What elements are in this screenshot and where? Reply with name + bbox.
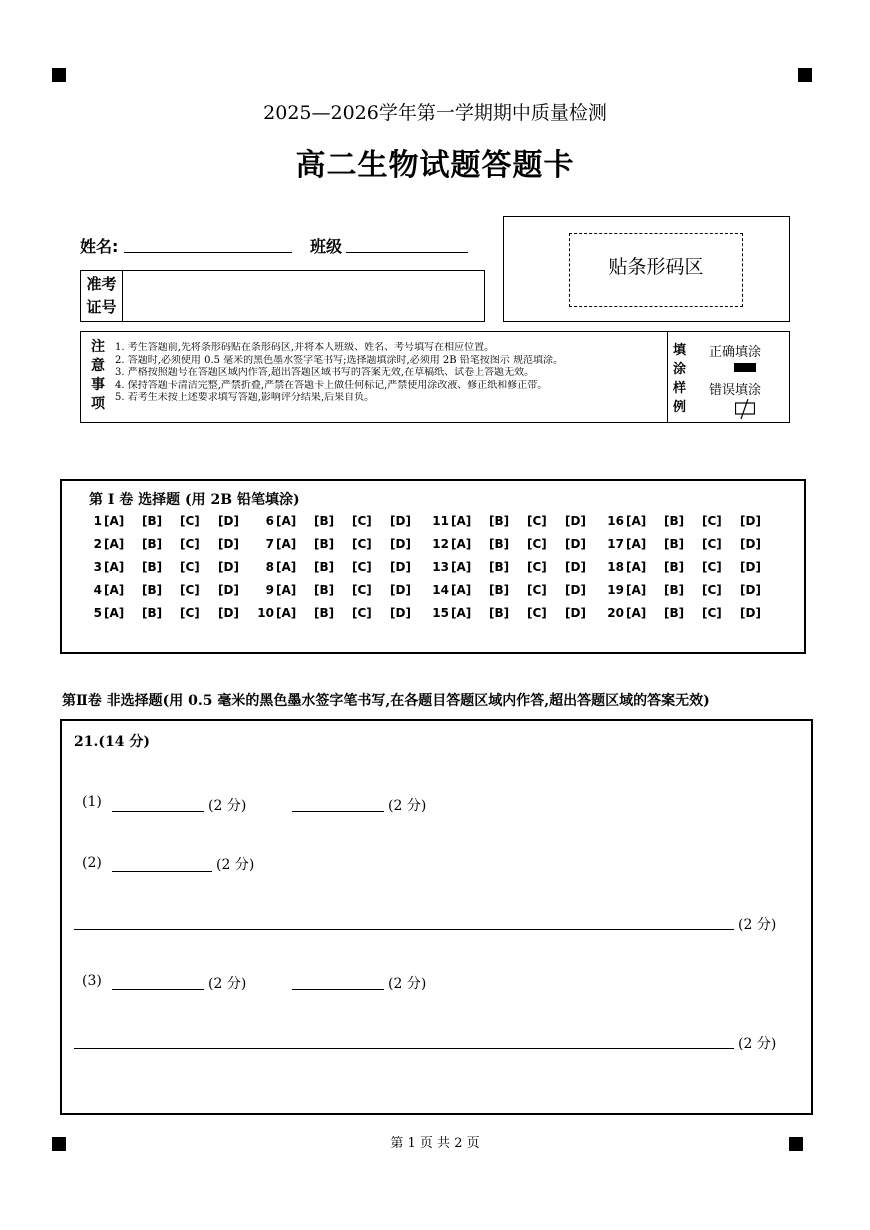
mcq-option-bubble[interactable]: [C] [702,583,722,597]
mcq-question [606,605,778,621]
mcq-option-bubble[interactable]: [C] [180,537,200,551]
mcq-option-bubble[interactable]: [D] [565,514,586,528]
mcq-question-number: 18 [607,560,624,574]
mcq-option-bubble[interactable]: [D] [740,560,761,574]
mcq-option-bubble[interactable]: [D] [565,583,586,597]
ticket-number-label: 准考 证号 [81,271,123,321]
mcq-option-bubble[interactable]: [D] [218,606,239,620]
note-item: 5. 若考生未按上述要求填写答题,影响评分结果,后果自负。 [115,392,375,404]
ticket-number-box[interactable] [80,270,485,322]
mcq-option-bubble[interactable]: [C] [180,514,200,528]
mcq-option-bubble[interactable]: [A] [276,560,297,574]
mcq-question-number: 2 [93,537,102,551]
mcq-question-number: 20 [607,606,624,620]
mcq-question [606,536,778,552]
part3-score-a: (2 分) [208,976,247,992]
part3-score-b: (2 分) [388,976,427,992]
notes-list [115,342,667,405]
mcq-option-bubble[interactable]: [A] [276,514,297,528]
mcq-option-bubble[interactable]: [A] [451,560,472,574]
mcq-option-bubble[interactable]: [A] [104,606,125,620]
mcq-option-bubble[interactable]: [D] [390,537,411,551]
mcq-option-bubble[interactable]: [B] [142,514,163,528]
part2-answer-a[interactable] [112,871,212,872]
mcq-question [431,582,603,598]
note-item: 4. 保持答题卡清洁完整,严禁折叠,严禁在答题卡上做任何标记,严禁使用涂改液、修正纸和修正带。 [115,379,548,391]
mcq-question-number: 8 [265,560,274,574]
section1-box [60,479,806,654]
mcq-question [84,559,256,575]
mcq-option-bubble[interactable]: [D] [565,560,586,574]
question21-header: 21.(14 分) [74,734,150,750]
mcq-option-bubble[interactable]: [B] [142,606,163,620]
mcq-option-bubble[interactable]: [A] [626,560,647,574]
mcq-question-number: 4 [93,583,102,597]
mcq-question-number: 3 [93,560,102,574]
name-field[interactable] [124,252,292,253]
mcq-option-bubble[interactable]: [B] [142,537,163,551]
wrong-fill-sample-icon [735,399,755,419]
mcq-question [256,559,428,575]
correct-fill-label: 正确填涂 [709,345,762,360]
part2-score-a: (2 分) [216,857,255,873]
mcq-question [256,605,428,621]
mcq-question-number: 1 [93,514,102,528]
mcq-question-number: 19 [607,583,624,597]
mcq-option-bubble[interactable]: [B] [489,514,510,528]
mcq-option-bubble[interactable]: [C] [352,537,372,551]
mcq-option-bubble[interactable]: [D] [740,606,761,620]
mcq-question-number: 6 [265,514,274,528]
mcq-option-bubble[interactable]: [B] [314,560,335,574]
mcq-question [84,513,256,529]
mcq-option-bubble[interactable]: [A] [104,560,125,574]
mcq-option-bubble[interactable]: [A] [626,537,647,551]
correct-fill-sample [734,363,756,372]
mcq-option-bubble[interactable]: [B] [489,560,510,574]
notes-title: 注 意 事 项 [91,339,105,412]
mcq-option-bubble[interactable]: [A] [104,583,125,597]
mcq-question-number: 10 [257,606,274,620]
mcq-option-bubble[interactable]: [C] [352,583,372,597]
mcq-question [606,582,778,598]
part1-score-a: (2 分) [208,798,247,814]
name-label: 姓名: [80,237,119,256]
section1-title: 第 Ⅰ 卷 选择题 (用 2B 铅笔填涂) [89,492,300,508]
mcq-question [606,559,778,575]
mcq-question-number: 9 [265,583,274,597]
mcq-option-bubble[interactable]: [C] [180,583,200,597]
mcq-option-bubble[interactable]: [C] [352,514,372,528]
mcq-option-bubble[interactable]: [B] [664,583,685,597]
part2-score-b: (2 分) [738,917,777,933]
mcq-option-bubble[interactable]: [D] [565,606,586,620]
mcq-option-bubble[interactable]: [C] [352,560,372,574]
mcq-question [431,605,603,621]
mcq-option-bubble[interactable]: [A] [276,537,297,551]
mcq-option-bubble[interactable]: [B] [489,606,510,620]
mcq-question [431,536,603,552]
mcq-option-bubble[interactable]: [C] [527,560,547,574]
mcq-option-bubble[interactable]: [D] [390,606,411,620]
mcq-option-bubble[interactable]: [A] [104,514,125,528]
mcq-question [256,536,428,552]
mcq-question-number: 13 [432,560,449,574]
mcq-option-bubble[interactable]: [B] [489,583,510,597]
mcq-option-bubble[interactable]: [D] [390,560,411,574]
part3-answer-c[interactable] [74,1048,734,1049]
mcq-option-bubble[interactable]: [D] [218,560,239,574]
class-label: 班级 [310,237,343,256]
mcq-option-bubble[interactable]: [D] [740,583,761,597]
mcq-option-bubble[interactable]: [A] [104,537,125,551]
mcq-question-number: 11 [432,514,449,528]
mcq-option-bubble[interactable]: [B] [142,560,163,574]
mcq-option-bubble[interactable]: [B] [142,583,163,597]
mcq-option-bubble[interactable]: [A] [626,514,647,528]
mcq-option-bubble[interactable]: [C] [702,514,722,528]
part1-answer-a[interactable] [112,811,204,812]
part1-answer-b[interactable] [292,811,384,812]
part2-answer-b[interactable] [74,929,734,930]
mcq-question-number: 12 [432,537,449,551]
mcq-question-number: 7 [265,537,274,551]
part3-label: (3) [82,973,102,989]
mcq-option-bubble[interactable]: [A] [626,606,647,620]
mcq-option-bubble[interactable]: [A] [276,583,297,597]
mcq-option-bubble[interactable]: [D] [390,514,411,528]
mcq-option-bubble[interactable]: [C] [702,560,722,574]
part3-score-c: (2 分) [738,1036,777,1052]
mcq-option-bubble[interactable]: [C] [180,560,200,574]
mcq-question-number: 5 [93,606,102,620]
mcq-option-bubble[interactable]: [C] [527,537,547,551]
mcq-option-bubble[interactable]: [D] [390,583,411,597]
mcq-option-bubble[interactable]: [C] [527,514,547,528]
mcq-option-bubble[interactable]: [C] [527,606,547,620]
section2-title: 第Ⅱ卷 非选择题(用 0.5 毫米的黑色墨水签字笔书写,在各题目答题区域内作答,超出答题区域的答案无效) [62,693,710,709]
mcq-option-bubble[interactable]: [A] [626,583,647,597]
mcq-option-bubble[interactable]: [A] [276,606,297,620]
mcq-option-bubble[interactable]: [D] [565,537,586,551]
mcq-option-bubble[interactable]: [C] [180,606,200,620]
corner-mark-top-right [798,68,812,82]
fill-example-title: 填 涂 样 例 [673,343,687,415]
part2-label: (2) [82,855,102,871]
mcq-question-number: 16 [607,514,624,528]
mcq-option-bubble[interactable]: [B] [314,583,335,597]
barcode-label: 贴条形码区 [569,233,743,307]
exam-subtitle: 2025—2026学年第一学期期中质量检测 [263,102,607,124]
mcq-option-bubble[interactable]: [B] [314,514,335,528]
part3-answer-a[interactable] [112,989,204,990]
mcq-option-bubble[interactable]: [C] [352,606,372,620]
mcq-question [431,559,603,575]
note-item: 1. 考生答题前,先将条形码贴在条形码区,并将本人班级、姓名、考号填写在相应位置。 [115,342,495,353]
mcq-option-bubble[interactable]: [D] [218,514,239,528]
mcq-question [606,513,778,529]
exam-title: 高二生物试题答题卡 [295,148,575,183]
mcq-option-bubble[interactable]: [C] [702,606,722,620]
mcq-question [84,582,256,598]
mcq-question [256,513,428,529]
mcq-question [256,582,428,598]
mcq-option-bubble[interactable]: [D] [740,537,761,551]
class-field[interactable] [346,252,468,253]
mcq-option-bubble[interactable]: [A] [451,514,472,528]
mcq-option-bubble[interactable]: [B] [314,537,335,551]
mcq-option-bubble[interactable]: [D] [218,583,239,597]
corner-mark-top-left [52,68,66,82]
mcq-option-bubble[interactable]: [D] [740,514,761,528]
mcq-option-bubble[interactable]: [B] [314,606,335,620]
page-number: 第 1 页 共 2 页 [390,1136,480,1151]
mcq-option-bubble[interactable]: [B] [664,560,685,574]
barcode-area [503,216,790,322]
fill-example [667,332,791,422]
mcq-option-bubble[interactable]: [C] [702,537,722,551]
wrong-fill-label: 错误填涂 [709,383,762,398]
mcq-option-bubble[interactable]: [B] [664,537,685,551]
mcq-option-bubble[interactable]: [A] [451,583,472,597]
mcq-option-bubble[interactable]: [C] [527,583,547,597]
mcq-question [431,513,603,529]
note-item: 3. 严格按照题号在答题区域内作答,超出答题区域书写的答案无效,在草稿纸、试卷上答题无效。 [115,367,535,379]
mcq-option-bubble[interactable]: [A] [451,606,472,620]
notes-box [80,331,790,423]
part1-label: (1) [82,794,102,810]
note-item: 2. 答题时,必须使用 0.5 毫米的黑色墨水签字笔书写;选择题填涂时,必须用 2B 铅笔按图示 规范填涂。 [115,354,563,366]
mcq-option-bubble[interactable]: [D] [218,537,239,551]
mcq-option-bubble[interactable]: [B] [489,537,510,551]
mcq-option-bubble[interactable]: [A] [451,537,472,551]
mcq-question-number: 17 [607,537,624,551]
mcq-option-bubble[interactable]: [B] [664,514,685,528]
part3-answer-b[interactable] [292,989,384,990]
part1-score-b: (2 分) [388,798,427,814]
mcq-question [84,605,256,621]
mcq-question [84,536,256,552]
mcq-question-number: 14 [432,583,449,597]
question21-box [60,719,813,1115]
mcq-question-number: 15 [432,606,449,620]
mcq-option-bubble[interactable]: [B] [664,606,685,620]
